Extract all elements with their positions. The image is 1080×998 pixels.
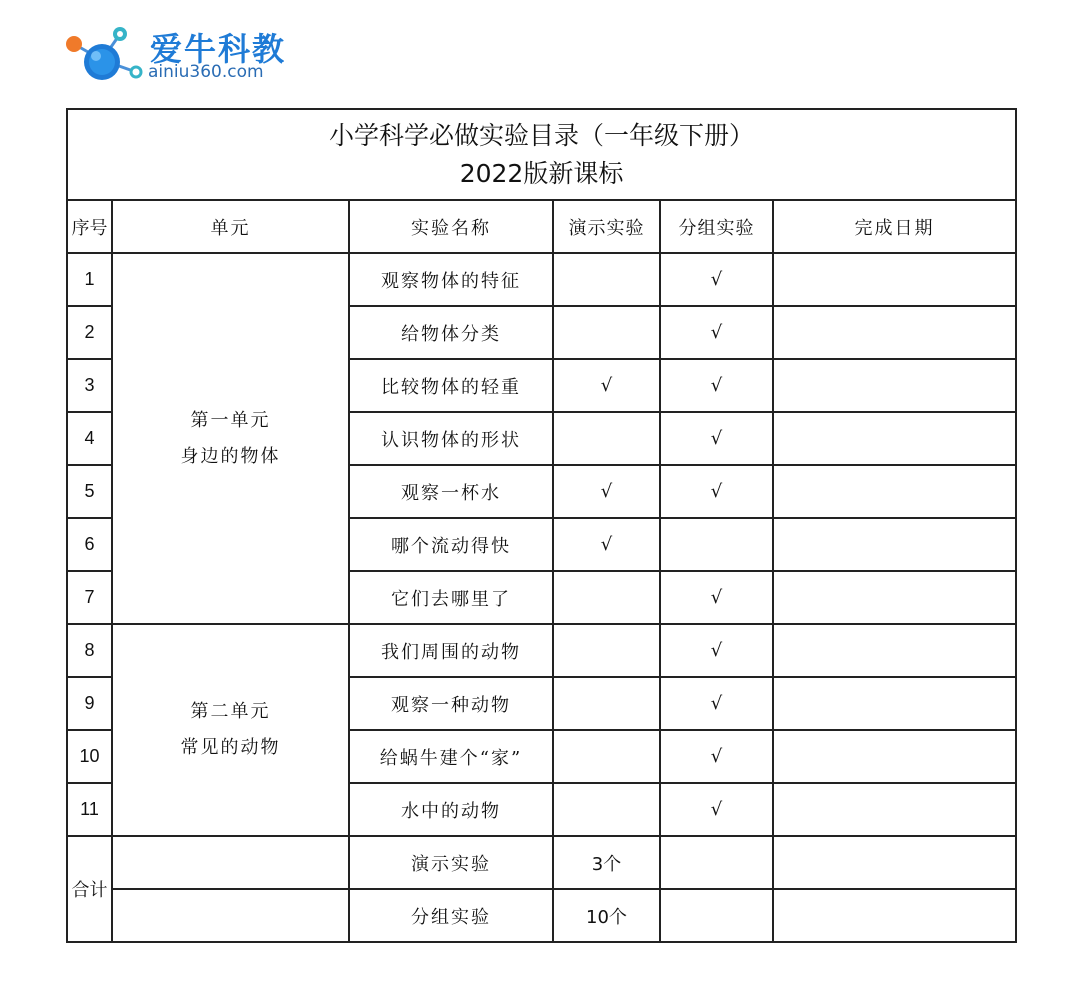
- group-check: √: [660, 624, 773, 677]
- page-subtitle: 2022版新课标: [459, 158, 624, 188]
- header-row: [67, 200, 1016, 253]
- demo-check: √: [553, 465, 660, 518]
- row-no: 1: [67, 253, 112, 306]
- row-no: 3: [67, 359, 112, 412]
- col-header-date: 完成日期: [773, 200, 1016, 253]
- demo-check: [553, 677, 660, 730]
- experiment-name: 给物体分类: [349, 306, 553, 359]
- experiment-name: 观察物体的特征: [349, 253, 553, 306]
- summary-blank: [112, 889, 349, 942]
- summary-demo-label: 演示实验: [349, 836, 553, 889]
- group-check: √: [660, 465, 773, 518]
- summary-blank: [773, 836, 1016, 889]
- summary-demo-count: 3个: [553, 836, 660, 889]
- experiment-name: 哪个流动得快: [349, 518, 553, 571]
- group-check: √: [660, 359, 773, 412]
- date-cell[interactable]: [773, 306, 1016, 359]
- summary-blank: [660, 836, 773, 889]
- demo-check: [553, 306, 660, 359]
- date-cell[interactable]: [773, 624, 1016, 677]
- experiment-name: 观察一杯水: [349, 465, 553, 518]
- demo-check: √: [553, 359, 660, 412]
- brand-name: 爱牛科教: [150, 30, 287, 68]
- summary-group-label: 分组实验: [349, 889, 553, 942]
- summary-label: 合计: [67, 836, 112, 942]
- row-no: 5: [67, 465, 112, 518]
- experiment-name: 观察一种动物: [349, 677, 553, 730]
- group-check: √: [660, 412, 773, 465]
- demo-check: [553, 624, 660, 677]
- experiment-name: 水中的动物: [349, 783, 553, 836]
- summary-row: [67, 889, 1016, 942]
- col-header-group: 分组实验: [660, 200, 773, 253]
- brand-domain: ainiu360.com: [148, 62, 264, 82]
- group-check: √: [660, 677, 773, 730]
- molecule-logo-icon: [62, 22, 146, 88]
- date-cell[interactable]: [773, 677, 1016, 730]
- row-no: 6: [67, 518, 112, 571]
- unit-name: 第一单元: [190, 409, 271, 431]
- unit-cell: [112, 253, 349, 624]
- table-title: [67, 109, 1016, 200]
- brand-logo: [62, 22, 302, 88]
- col-header-name: 实验名称: [349, 200, 553, 253]
- group-check: √: [660, 571, 773, 624]
- unit-subtitle: 常见的动物: [180, 737, 281, 758]
- demo-check: [553, 571, 660, 624]
- group-check: √: [660, 253, 773, 306]
- date-cell[interactable]: [773, 571, 1016, 624]
- group-check: √: [660, 306, 773, 359]
- experiment-name: 我们周围的动物: [349, 624, 553, 677]
- table-row: [67, 253, 1016, 306]
- row-no: 8: [67, 624, 112, 677]
- date-cell[interactable]: [773, 783, 1016, 836]
- row-no: 2: [67, 306, 112, 359]
- date-cell[interactable]: [773, 412, 1016, 465]
- demo-check: [553, 783, 660, 836]
- date-cell[interactable]: [773, 730, 1016, 783]
- experiment-name: 它们去哪里了: [349, 571, 553, 624]
- demo-check: [553, 412, 660, 465]
- demo-check: √: [553, 518, 660, 571]
- row-no: 4: [67, 412, 112, 465]
- unit-name: 第二单元: [190, 701, 271, 722]
- date-cell[interactable]: [773, 359, 1016, 412]
- col-header-no: 序号: [67, 200, 112, 253]
- row-no: 10: [67, 730, 112, 783]
- row-no: 7: [67, 571, 112, 624]
- date-cell[interactable]: [773, 253, 1016, 306]
- experiment-name: 认识物体的形状: [349, 412, 553, 465]
- col-header-demo: 演示实验: [553, 200, 660, 253]
- group-check: √: [660, 783, 773, 836]
- table-row: [67, 624, 1016, 677]
- experiment-name: 给蜗牛建个“家”: [349, 730, 553, 783]
- summary-group-count: 10个: [553, 889, 660, 942]
- row-no: 11: [67, 783, 112, 836]
- group-check: √: [660, 730, 773, 783]
- row-no: 9: [67, 677, 112, 730]
- summary-blank: [112, 836, 349, 889]
- page-title: 小学科学必做实验目录（一年级下册）: [329, 120, 755, 150]
- summary-row: [67, 836, 1016, 889]
- demo-check: [553, 253, 660, 306]
- col-header-unit: 单元: [112, 200, 349, 253]
- summary-blank: [660, 889, 773, 942]
- demo-check: [553, 730, 660, 783]
- experiment-catalog-table: [66, 108, 1017, 943]
- unit-cell: [112, 624, 349, 836]
- date-cell[interactable]: [773, 465, 1016, 518]
- unit-subtitle: 身边的物体: [180, 445, 281, 467]
- summary-blank: [773, 889, 1016, 942]
- date-cell[interactable]: [773, 518, 1016, 571]
- group-check: [660, 518, 773, 571]
- experiment-name: 比较物体的轻重: [349, 359, 553, 412]
